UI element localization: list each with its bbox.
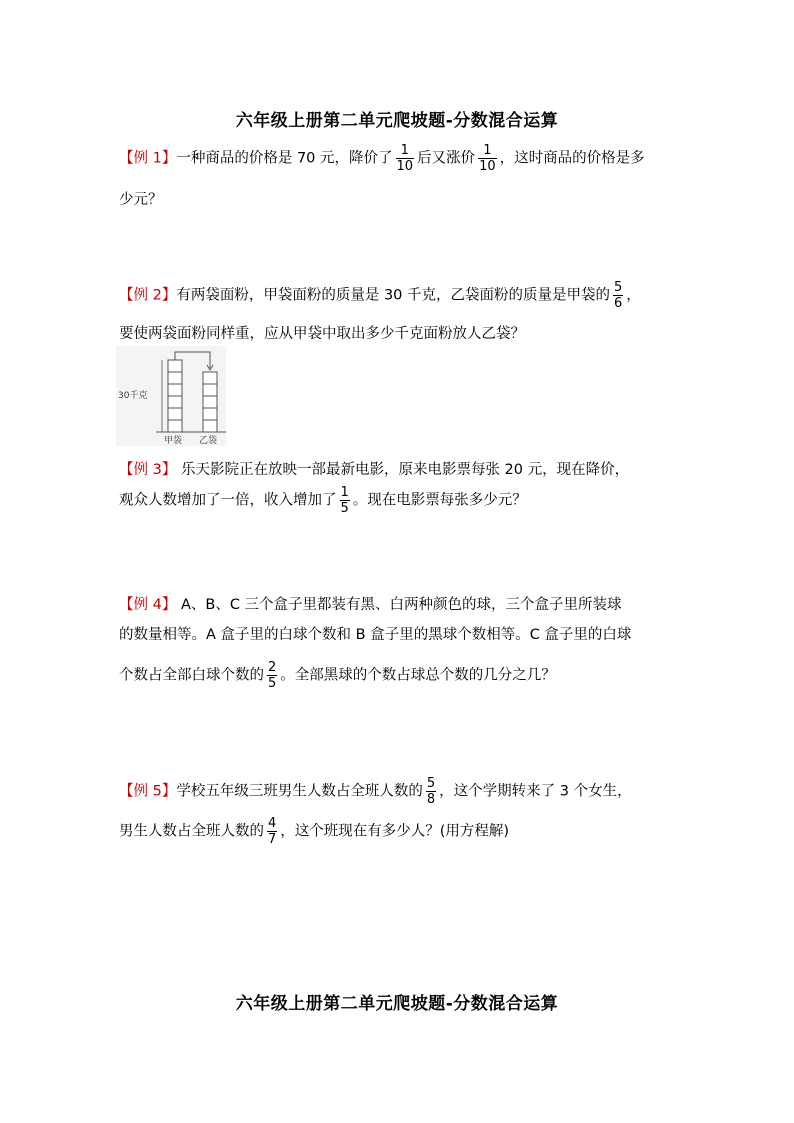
fraction: $\frac{2}{5}$ (268, 660, 277, 691)
example-4-line-2: 的数量相等。A 盒子里的白球个数和 B 盒子里的黑球个数相等。C 盒子里的白球 (119, 627, 632, 643)
example-text: ，这个班现在有多少人？(用方程解) (280, 823, 510, 840)
example-2-line-2: 要使两袋面粉同样重，应从甲袋中取出多少千克面粉放人乙袋？ (119, 326, 525, 342)
example-text: 观众人数增加了一倍，收入增加了 (119, 492, 337, 509)
example-5-line-2 (119, 816, 509, 847)
example-text: 。全部黑球的个数占球总个数的几分之几？ (280, 667, 556, 684)
example-1-line-1 (119, 143, 645, 174)
repeated-page-title: 六年级上册第二单元爬坡题-分数混合运算 (235, 994, 559, 1014)
example-tag: 【例 5】 (119, 783, 177, 800)
example-1-line-2: 少元？ (119, 192, 163, 208)
example-5-line-1 (119, 776, 632, 807)
fraction: $\frac{4}{7}$ (268, 816, 277, 847)
example-text: 后又涨价 (417, 150, 476, 167)
example-4-line-1 (119, 593, 622, 614)
example-3-line-1 (119, 458, 629, 479)
bag-a-label: 甲袋 (164, 436, 183, 446)
fraction: $\frac{5}{6}$ (614, 280, 623, 311)
fraction: $\frac{1}{10}$ (396, 143, 414, 174)
example-text: 乐天影院正在放映一部最新电影，原来电影票每张 20 元，现在降价， (176, 462, 630, 478)
bag-b-label: 乙袋 (199, 436, 218, 446)
example-2-line-1 (119, 280, 641, 311)
weight-label: 30千克 (118, 391, 148, 401)
example-text: A、B、C 三个盒子里都装有黑、白两种颜色的球，三个盒子里所装球 (176, 597, 622, 613)
example-text: 男生人数占全班人数的 (119, 823, 264, 840)
example-tag: 【例 2】 (119, 287, 177, 304)
example-text: 一种商品的价格是 70 元，降价了 (176, 150, 393, 167)
example-text: 有两袋面粉，甲袋面粉的质量是 30 千克，乙袋面粉的质量是甲袋的 (176, 287, 611, 304)
example-text: 学校五年级三班男生人数占全班人数的 (176, 783, 423, 800)
example-text: ，这个学期转来了 3 个女生， (439, 783, 632, 800)
example-tag: 【例 3】 (119, 462, 177, 478)
fraction: $\frac{1}{5}$ (340, 485, 349, 516)
fraction: $\frac{5}{8}$ (426, 776, 436, 807)
example-tag: 【例 1】 (119, 150, 177, 167)
page-title: 六年级上册第二单元爬坡题-分数混合运算 (235, 111, 559, 131)
example-text: 个数占全部白球个数的 (119, 667, 264, 684)
example-3-line-2 (119, 485, 527, 516)
flour-bags-diagram (116, 346, 226, 446)
fraction: $\frac{1}{10}$ (479, 143, 496, 174)
example-text: ，这时商品的价格是多 (499, 150, 645, 167)
example-tag: 【例 4】 (119, 597, 177, 613)
example-text: ， (626, 287, 641, 304)
example-4-line-3 (119, 660, 556, 691)
example-text: 。现在电影票每张多少元？ (352, 492, 527, 509)
